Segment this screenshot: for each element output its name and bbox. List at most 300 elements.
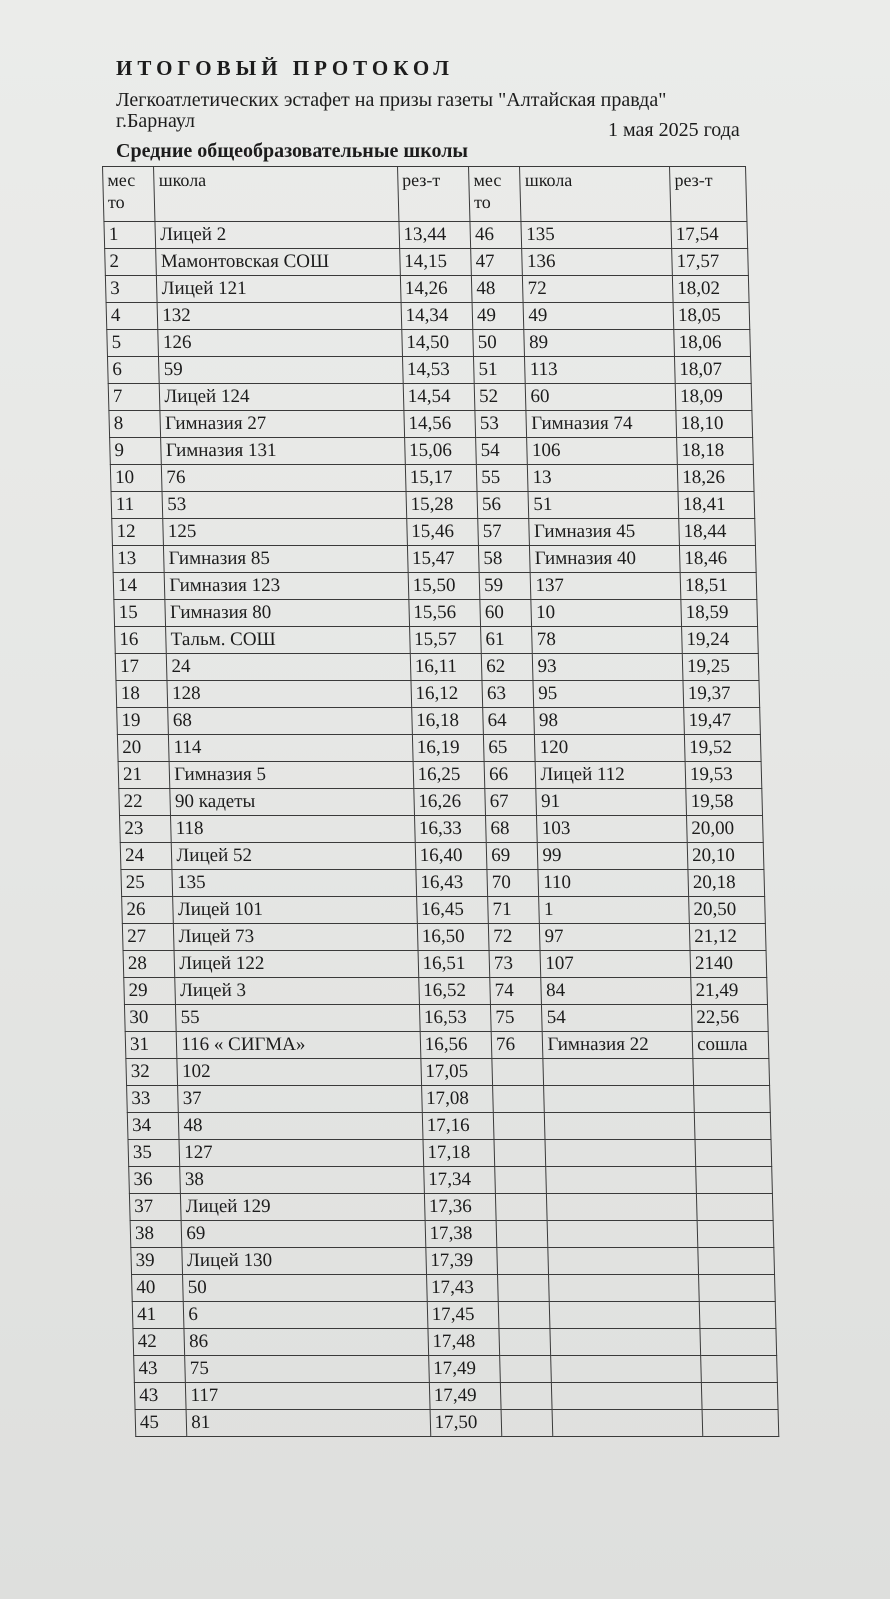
header-place-left: мес то [103,167,156,222]
cell-result-right: 20,50 [689,897,766,924]
cell-result-left: 17,36 [424,1194,496,1221]
cell-place-right: 59 [479,573,531,600]
cell-place-right: 46 [470,222,522,249]
cell-place-right: 58 [479,546,531,573]
cell-school-left: 127 [179,1140,423,1167]
cell-result-right: 18,41 [678,492,755,519]
cell-place-left: 24 [120,843,172,870]
cell-school-right [550,1302,700,1329]
cell-place-right: 53 [475,411,527,438]
table-row [132,1275,776,1302]
cell-result-left: 14,53 [402,357,474,384]
cell-place-left: 27 [122,924,174,951]
cell-place-right: 75 [491,1005,543,1032]
cell-result-right: 2140 [690,951,767,978]
cell-place-left: 7 [108,384,160,411]
cell-school-left: Лицей 129 [181,1194,425,1221]
cell-result-right [694,1086,771,1113]
header-result-left: рез-т [397,167,470,222]
cell-place-left: 14 [113,573,165,600]
table-row [123,951,767,978]
cell-school-right: 98 [534,708,684,735]
cell-result-right: 20,00 [687,816,764,843]
cell-school-right: 93 [533,654,683,681]
cell-result-right: 17,54 [671,222,748,249]
cell-school-right: 97 [540,924,690,951]
cell-school-left: 125 [163,519,407,546]
cell-school-right: 113 [525,357,675,384]
cell-result-left: 15,46 [406,519,478,546]
cell-place-right: 67 [485,789,537,816]
cell-school-left: Лицей 73 [174,924,418,951]
cell-result-left: 16,53 [419,1005,491,1032]
cell-place-right [495,1167,547,1194]
cell-result-right: 18,02 [672,276,749,303]
cell-place-right: 56 [477,492,529,519]
cell-place-left: 13 [112,546,164,573]
cell-place-left: 26 [122,897,174,924]
cell-school-left: Гимназия 27 [160,411,404,438]
cell-result-right: 22,56 [692,1005,769,1032]
cell-result-left: 16,12 [411,681,483,708]
cell-school-left: 86 [184,1329,428,1356]
cell-place-left: 17 [115,654,167,681]
cell-school-right: 106 [527,438,677,465]
table-row [114,600,758,627]
cell-school-left: 37 [178,1086,422,1113]
table-row [117,708,761,735]
cell-place-right: 49 [472,303,524,330]
cell-result-right: 19,53 [685,762,762,789]
cell-result-right: 18,59 [681,600,758,627]
cell-place-right: 70 [487,870,539,897]
cell-place-right: 72 [488,924,540,951]
protocol-category: Средние общеобразовательные школы [116,140,469,162]
cell-result-left: 17,34 [423,1167,495,1194]
cell-school-right [552,1383,702,1410]
cell-place-right: 73 [489,951,541,978]
cell-place-left: 38 [130,1221,182,1248]
cell-place-right: 69 [486,843,538,870]
cell-result-left: 17,18 [423,1140,495,1167]
table-row [107,330,751,357]
cell-school-right: 103 [537,816,687,843]
cell-place-right: 66 [484,762,536,789]
table-row [106,303,750,330]
cell-result-right: 18,18 [677,438,754,465]
cell-place-right: 47 [471,249,523,276]
cell-place-right: 61 [481,627,533,654]
table-row [119,789,763,816]
cell-result-right: 19,47 [684,708,761,735]
cell-place-left: 9 [110,438,162,465]
cell-school-left: 24 [167,654,411,681]
cell-result-left: 16,18 [411,708,483,735]
cell-place-right [500,1356,552,1383]
cell-result-right: 19,52 [684,735,761,762]
cell-place-left: 33 [127,1086,179,1113]
cell-result-left: 17,49 [429,1383,501,1410]
cell-school-left: 6 [184,1302,428,1329]
cell-result-left: 17,48 [428,1329,500,1356]
cell-result-left: 16,51 [418,951,490,978]
cell-result-right: 17,57 [672,249,749,276]
table-row [122,924,766,951]
table-row [131,1248,775,1275]
cell-place-right: 54 [476,438,528,465]
table-row [115,627,759,654]
cell-place-left: 32 [126,1059,178,1086]
cell-school-left: 48 [179,1113,423,1140]
cell-result-left: 15,57 [409,627,481,654]
cell-result-left: 15,17 [405,465,477,492]
cell-place-right: 63 [482,681,534,708]
cell-school-left: 117 [186,1383,430,1410]
cell-place-left: 1 [104,222,156,249]
cell-school-left: 90 кадеты [170,789,414,816]
cell-school-right: 95 [533,681,683,708]
cell-place-right [496,1194,548,1221]
cell-place-left: 31 [125,1032,177,1059]
cell-school-left: Гимназия 85 [164,546,408,573]
cell-school-left: 59 [159,357,403,384]
cell-result-right: 18,07 [675,357,752,384]
cell-place-left: 15 [114,600,166,627]
cell-school-right: Гимназия 74 [526,411,676,438]
cell-school-right: 137 [531,573,681,600]
table-row [125,1032,769,1059]
cell-place-left: 39 [131,1248,183,1275]
cell-result-left: 16,40 [415,843,487,870]
cell-school-left: 68 [168,708,412,735]
cell-result-right: 19,25 [682,654,759,681]
cell-result-left: 15,06 [404,438,476,465]
cell-result-left: 17,39 [426,1248,498,1275]
cell-result-right: сошла [692,1032,769,1059]
cell-place-right: 52 [474,384,526,411]
table-row [120,843,764,870]
table-row [120,816,764,843]
cell-result-left: 16,11 [410,654,482,681]
cell-result-left: 16,43 [416,870,488,897]
cell-result-left: 16,25 [413,762,485,789]
table-row [107,357,751,384]
cell-school-left: Тальм. СОШ [166,627,410,654]
cell-school-left: 53 [162,492,406,519]
cell-school-right: 49 [524,303,674,330]
cell-school-left: 69 [181,1221,425,1248]
cell-school-right [546,1167,696,1194]
cell-place-right: 55 [476,465,528,492]
cell-school-left: Гимназия 80 [165,600,409,627]
table-row [111,492,755,519]
cell-place-left: 21 [118,762,170,789]
cell-school-right: 1 [539,897,689,924]
cell-school-right [544,1086,694,1113]
cell-result-left: 17,08 [421,1086,493,1113]
cell-school-left: 116 « СИГМА» [177,1032,421,1059]
protocol-subtitle: Легкоатлетических эстафет на призы газеты "Алтайская правда" [116,89,667,111]
cell-place-right [493,1113,545,1140]
table-row [112,546,756,573]
cell-result-right: 18,46 [679,546,756,573]
cell-place-left: 12 [112,519,164,546]
cell-place-right: 60 [480,600,532,627]
cell-place-left: 22 [119,789,171,816]
table-row [105,249,749,276]
cell-result-right [700,1329,777,1356]
header-place-right: мес то [469,167,522,222]
cell-school-right: 54 [542,1005,692,1032]
cell-place-right [500,1383,552,1410]
cell-school-right: 10 [531,600,681,627]
cell-place-right [496,1221,548,1248]
cell-school-right: 84 [541,978,691,1005]
cell-place-right: 48 [471,276,523,303]
cell-place-left: 41 [132,1302,184,1329]
cell-result-left: 13,44 [399,222,471,249]
cell-place-left: 23 [120,816,172,843]
cell-place-right [497,1248,549,1275]
cell-place-right [501,1410,553,1437]
cell-school-right: Гимназия 40 [530,546,680,573]
cell-place-left: 28 [123,951,175,978]
table-row [134,1383,778,1410]
cell-school-left: 128 [167,681,411,708]
cell-school-right: 135 [521,222,671,249]
cell-place-right: 68 [486,816,538,843]
cell-place-right: 76 [491,1032,543,1059]
cell-result-left: 17,50 [430,1410,502,1437]
cell-school-left: 132 [157,303,401,330]
cell-school-right: Гимназия 22 [543,1032,693,1059]
cell-school-right [547,1194,697,1221]
cell-school-left: 76 [162,465,406,492]
cell-result-left: 16,52 [418,978,490,1005]
cell-place-left: 37 [129,1194,181,1221]
table-row [130,1221,774,1248]
table-header-row [103,167,747,222]
cell-place-right [494,1140,546,1167]
cell-result-right: 19,37 [683,681,760,708]
cell-place-right: 65 [484,735,536,762]
cell-result-right: 18,51 [680,573,757,600]
cell-result-left: 14,50 [401,330,473,357]
cell-place-right [499,1329,551,1356]
cell-result-right: 18,10 [676,411,753,438]
cell-result-right [697,1221,774,1248]
cell-result-left: 16,50 [417,924,489,951]
cell-result-left: 16,56 [420,1032,492,1059]
cell-place-right: 74 [490,978,542,1005]
cell-result-right [701,1383,778,1410]
cell-result-right: 19,24 [682,627,759,654]
cell-result-left: 16,33 [414,816,486,843]
cell-result-right [696,1167,773,1194]
cell-school-left: Лицей 130 [182,1248,426,1275]
cell-place-left: 43 [134,1383,186,1410]
cell-result-right [699,1302,776,1329]
cell-school-right: 136 [522,249,672,276]
protocol-date: 1 мая 2025 года [608,119,740,141]
cell-place-right [493,1086,545,1113]
cell-school-right: 120 [535,735,685,762]
cell-school-right: Гимназия 45 [529,519,679,546]
cell-result-right [696,1194,773,1221]
cell-result-left: 15,50 [408,573,480,600]
cell-school-left: 75 [185,1356,429,1383]
cell-place-left: 20 [117,735,169,762]
cell-result-left: 16,19 [412,735,484,762]
cell-result-right: 19,58 [686,789,763,816]
table-row [113,573,757,600]
cell-place-right [498,1302,550,1329]
cell-school-left: 55 [176,1005,420,1032]
protocol-title: ИТОГОВЫЙ ПРОТОКОЛ [116,56,454,80]
cell-school-left: 135 [172,870,416,897]
table-row [112,519,756,546]
cell-place-right [498,1275,550,1302]
cell-school-right: 13 [528,465,678,492]
cell-school-right: 99 [538,843,688,870]
cell-school-right [548,1248,698,1275]
cell-result-left: 17,16 [422,1113,494,1140]
table-row [129,1194,773,1221]
cell-place-right [492,1059,544,1086]
table-row [122,897,766,924]
cell-place-left: 2 [105,249,157,276]
cell-school-left: 50 [183,1275,427,1302]
cell-school-left: 118 [171,816,415,843]
table-row [110,438,754,465]
cell-result-left: 16,45 [416,897,488,924]
cell-school-left: 38 [180,1167,424,1194]
cell-school-left: 81 [186,1410,430,1437]
cell-result-right: 20,10 [687,843,764,870]
table-row [129,1167,773,1194]
table-row [117,735,761,762]
cell-school-left: Лицей 101 [173,897,417,924]
cell-school-right [553,1410,703,1437]
cell-place-left: 43 [134,1356,186,1383]
cell-result-left: 14,26 [400,276,472,303]
cell-result-right: 18,09 [675,384,752,411]
cell-school-right: 78 [532,627,682,654]
table-row [105,276,749,303]
cell-place-right: 57 [478,519,530,546]
cell-school-left: Лицей 124 [160,384,404,411]
cell-place-left: 34 [127,1113,179,1140]
cell-place-left: 42 [133,1329,185,1356]
cell-school-right [551,1356,701,1383]
cell-school-left: 114 [169,735,413,762]
cell-place-left: 35 [128,1140,180,1167]
table-row [104,222,748,249]
cell-result-left: 17,49 [428,1356,500,1383]
cell-result-left: 15,28 [406,492,478,519]
table-row [124,1005,768,1032]
cell-place-left: 29 [124,978,176,1005]
cell-result-left: 16,26 [413,789,485,816]
cell-school-right: 107 [541,951,691,978]
table-row [135,1410,779,1437]
results-table [102,166,779,1437]
cell-result-left: 17,45 [427,1302,499,1329]
cell-school-left: Лицей 3 [175,978,419,1005]
cell-school-left: Лицей 2 [155,222,399,249]
cell-place-left: 8 [109,411,161,438]
cell-result-left: 15,56 [409,600,481,627]
cell-place-left: 10 [110,465,162,492]
cell-result-right: 18,06 [674,330,751,357]
cell-result-right [698,1248,775,1275]
table-row [124,978,768,1005]
cell-result-left: 14,34 [401,303,473,330]
cell-school-right [543,1059,693,1086]
cell-school-right [549,1275,699,1302]
cell-place-right: 50 [473,330,525,357]
cell-result-left: 14,54 [403,384,475,411]
cell-school-left: Гимназия 123 [164,573,408,600]
cell-school-right: Лицей 112 [536,762,686,789]
header-result-right: рез-т [670,167,747,222]
cell-place-left: 3 [105,276,157,303]
cell-school-right: 91 [536,789,686,816]
cell-result-left: 14,15 [399,249,471,276]
table-row [127,1086,771,1113]
cell-result-right [694,1113,771,1140]
table-row [134,1356,778,1383]
header-school-right: школа [520,167,671,222]
cell-place-left: 30 [124,1005,176,1032]
cell-place-right: 64 [483,708,535,735]
table-row [108,384,752,411]
cell-place-left: 25 [121,870,173,897]
cell-place-left: 36 [129,1167,181,1194]
table-row [116,681,760,708]
cell-result-right: 18,05 [673,303,750,330]
cell-result-left: 17,05 [421,1059,493,1086]
cell-place-right: 62 [481,654,533,681]
cell-place-left: 5 [107,330,159,357]
cell-result-left: 14,56 [404,411,476,438]
cell-place-left: 16 [115,627,167,654]
cell-place-right: 71 [488,897,540,924]
cell-place-left: 40 [132,1275,184,1302]
cell-school-right [550,1329,700,1356]
table-row [132,1302,776,1329]
cell-place-left: 45 [135,1410,187,1437]
cell-school-left: Гимназия 131 [161,438,405,465]
table-row [127,1113,771,1140]
cell-result-right [702,1410,779,1437]
cell-school-left: 102 [177,1059,421,1086]
cell-place-left: 6 [107,357,159,384]
cell-result-left: 15,47 [407,546,479,573]
cell-result-right: 21,12 [689,924,766,951]
cell-school-right: 89 [524,330,674,357]
table-row [115,654,759,681]
header-school-left: школа [154,167,399,222]
cell-result-right [693,1059,770,1086]
cell-place-right: 51 [474,357,526,384]
cell-result-right: 18,26 [677,465,754,492]
cell-school-right: 72 [523,276,673,303]
table-row [118,762,762,789]
cell-school-left: Лицей 121 [157,276,401,303]
cell-place-left: 18 [116,681,168,708]
cell-place-left: 4 [106,303,158,330]
